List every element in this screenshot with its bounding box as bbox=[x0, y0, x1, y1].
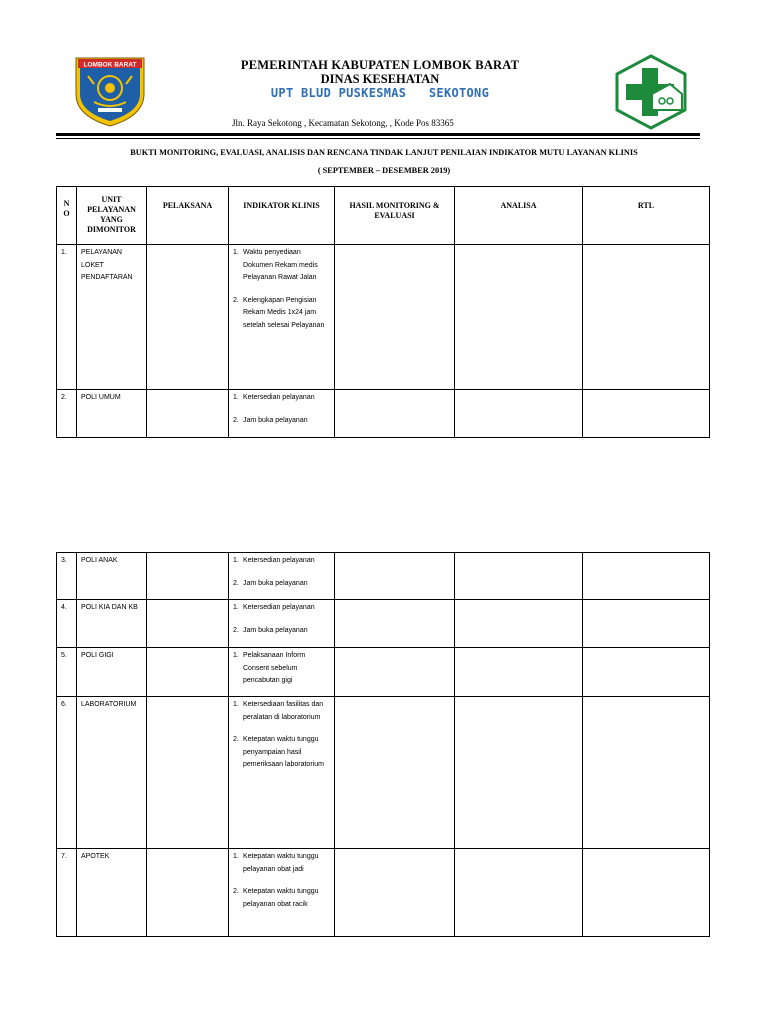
row-rtl bbox=[583, 648, 710, 697]
row-analisa bbox=[455, 849, 583, 937]
indicator-item bbox=[233, 415, 330, 428]
row-hasil bbox=[335, 390, 455, 438]
row-indikator bbox=[229, 697, 335, 849]
header-rule-thin bbox=[56, 138, 700, 139]
header-government: PEMERINTAH KABUPATEN LOMBOK BARAT bbox=[240, 58, 520, 72]
indicator-number: 2. bbox=[233, 579, 239, 587]
indicator-text: Kelengkapan Pengisian Rekam Medis 1x24 jam setelah selesai Pelayanan bbox=[243, 296, 325, 329]
document-period: ( SEPTEMBER – DESEMBER 2019) bbox=[317, 166, 451, 175]
table-row bbox=[57, 849, 710, 937]
indicator-text: Ketepatan waktu tunggu pelayanan obat jadi bbox=[243, 853, 319, 873]
row-number: 6. bbox=[57, 697, 77, 849]
header-rule-thick bbox=[56, 133, 700, 136]
table-row bbox=[57, 648, 710, 697]
indicator-number: 1. bbox=[233, 701, 239, 708]
row-pelaksana bbox=[147, 390, 229, 438]
header-address: Jln. Raya Sekotong , Kecamatan Sekotong, , Kode Pos 83365 bbox=[232, 118, 454, 128]
indicator-number: 1. bbox=[233, 652, 239, 659]
puskesmas-logo bbox=[612, 54, 690, 130]
indicator-text: Jam buka pelayanan bbox=[243, 626, 308, 634]
indicator-item bbox=[233, 650, 330, 688]
indicator-item bbox=[233, 699, 330, 724]
indicator-item bbox=[233, 295, 330, 333]
row-indikator bbox=[229, 600, 335, 648]
row-unit: POLI UMUM bbox=[77, 390, 147, 438]
indicator-item bbox=[233, 602, 330, 615]
indicator-text: Jam buka pelayanan bbox=[243, 416, 308, 424]
row-indikator bbox=[229, 245, 335, 390]
table-row bbox=[57, 697, 710, 849]
indicator-text: Ketepatan waktu tunggu pelayanan obat racik bbox=[243, 888, 319, 908]
indicator-text: Ketersedian pelayanan bbox=[243, 557, 315, 564]
row-analisa bbox=[455, 600, 583, 648]
row-rtl bbox=[583, 849, 710, 937]
col-header-unit: UNIT PELAYANAN YANG DIMONITOR bbox=[77, 187, 147, 245]
indicator-text: Pelaksanaan Inform Consent sebelum pencabutan gigi bbox=[243, 652, 306, 684]
row-unit: POLI ANAK bbox=[77, 553, 147, 600]
indicator-list bbox=[233, 851, 330, 911]
indicator-text: Ketersedian pelayanan bbox=[243, 394, 315, 401]
row-unit: APOTEK bbox=[77, 849, 147, 937]
indicator-number: 2. bbox=[233, 296, 239, 304]
row-unit: PELAYANAN LOKET PENDAFTARAN bbox=[77, 245, 147, 390]
indicator-item bbox=[233, 578, 330, 591]
row-rtl bbox=[583, 553, 710, 600]
indicator-list bbox=[233, 699, 330, 772]
row-unit: POLI KIA DAN KB bbox=[77, 600, 147, 648]
lombok-barat-logo bbox=[72, 54, 148, 128]
indicator-item bbox=[233, 625, 330, 638]
indicator-item bbox=[233, 392, 330, 405]
monitoring-table-part-1 bbox=[56, 186, 710, 438]
indicator-number: 1. bbox=[233, 394, 239, 401]
row-indikator bbox=[229, 390, 335, 438]
row-analisa bbox=[455, 390, 583, 438]
indicator-list bbox=[233, 247, 330, 332]
indicator-list bbox=[233, 650, 330, 688]
col-header-no: N O bbox=[57, 187, 77, 245]
row-indikator bbox=[229, 648, 335, 697]
table-row bbox=[57, 245, 710, 390]
row-number: 2. bbox=[57, 390, 77, 438]
monitoring-table-part-2 bbox=[56, 552, 710, 937]
row-indikator bbox=[229, 849, 335, 937]
indicator-text: Ketersediaan fasilitas dan peralatan di laboratorium bbox=[243, 701, 324, 721]
row-analisa bbox=[455, 553, 583, 600]
indicator-text: Waktu penyediaan Dokumen Rekam medis Pelayanan Rawat Jalan bbox=[243, 249, 318, 281]
row-hasil bbox=[335, 697, 455, 849]
row-indikator bbox=[229, 553, 335, 600]
indicator-number: 1. bbox=[233, 853, 239, 860]
row-hasil bbox=[335, 245, 455, 390]
row-hasil bbox=[335, 849, 455, 937]
col-header-rtl: RTL bbox=[583, 187, 710, 245]
col-header-analisa: ANALISA bbox=[455, 187, 583, 245]
row-rtl bbox=[583, 600, 710, 648]
indicator-item bbox=[233, 734, 330, 772]
indicator-text: Jam buka pelayanan bbox=[243, 579, 308, 587]
header-unit: UPT BLUD PUSKESMAS SEKOTONG bbox=[270, 86, 490, 100]
indicator-text: Ketersedian pelayanan bbox=[243, 604, 315, 611]
row-unit: LABORATORIUM bbox=[77, 697, 147, 849]
row-hasil bbox=[335, 553, 455, 600]
indicator-list bbox=[233, 602, 330, 637]
indicator-list bbox=[233, 555, 330, 590]
indicator-number: 2. bbox=[233, 736, 239, 743]
row-number: 7. bbox=[57, 849, 77, 937]
indicator-number: 1. bbox=[233, 249, 239, 256]
table-row bbox=[57, 553, 710, 600]
indicator-number: 2. bbox=[233, 888, 239, 895]
col-header-indikator: INDIKATOR KLINIS bbox=[229, 187, 335, 245]
header-department: DINAS KESEHATAN bbox=[320, 72, 440, 86]
table-row bbox=[57, 600, 710, 648]
indicator-item bbox=[233, 555, 330, 568]
indicator-item bbox=[233, 886, 330, 911]
row-pelaksana bbox=[147, 849, 229, 937]
indicator-text: Ketepatan waktu tunggu penyampaian hasil pemeriksaan laboratorium bbox=[243, 736, 324, 768]
indicator-list bbox=[233, 392, 330, 427]
indicator-item bbox=[233, 851, 330, 876]
row-analisa bbox=[455, 648, 583, 697]
indicator-number: 1. bbox=[233, 557, 239, 564]
table-row bbox=[57, 390, 710, 438]
row-rtl bbox=[583, 245, 710, 390]
row-hasil bbox=[335, 648, 455, 697]
row-pelaksana bbox=[147, 245, 229, 390]
col-header-hasil: HASIL MONITORING & EVALUASI bbox=[335, 187, 455, 245]
document-title: BUKTI MONITORING, EVALUASI, ANALISIS DAN RENCANA TINDAK LANJUT PENILAIAN INDIKATOR MUTU LAYANAN KLINIS bbox=[130, 148, 638, 157]
row-pelaksana bbox=[147, 600, 229, 648]
row-analisa bbox=[455, 697, 583, 849]
row-pelaksana bbox=[147, 648, 229, 697]
row-number: 1. bbox=[57, 245, 77, 390]
row-pelaksana bbox=[147, 697, 229, 849]
col-header-pelaksana: PELAKSANA bbox=[147, 187, 229, 245]
row-unit: POLI GIGI bbox=[77, 648, 147, 697]
indicator-number: 1. bbox=[233, 604, 239, 611]
indicator-number: 2. bbox=[233, 626, 239, 634]
row-number: 3. bbox=[57, 553, 77, 600]
indicator-item bbox=[233, 247, 330, 285]
indicator-number: 2. bbox=[233, 416, 239, 424]
row-rtl bbox=[583, 390, 710, 438]
row-pelaksana bbox=[147, 553, 229, 600]
row-analisa bbox=[455, 245, 583, 390]
row-rtl bbox=[583, 697, 710, 849]
logo-left-text: LOMBOK BARAT bbox=[83, 61, 137, 69]
row-number: 4. bbox=[57, 600, 77, 648]
row-number: 5. bbox=[57, 648, 77, 697]
row-hasil bbox=[335, 600, 455, 648]
